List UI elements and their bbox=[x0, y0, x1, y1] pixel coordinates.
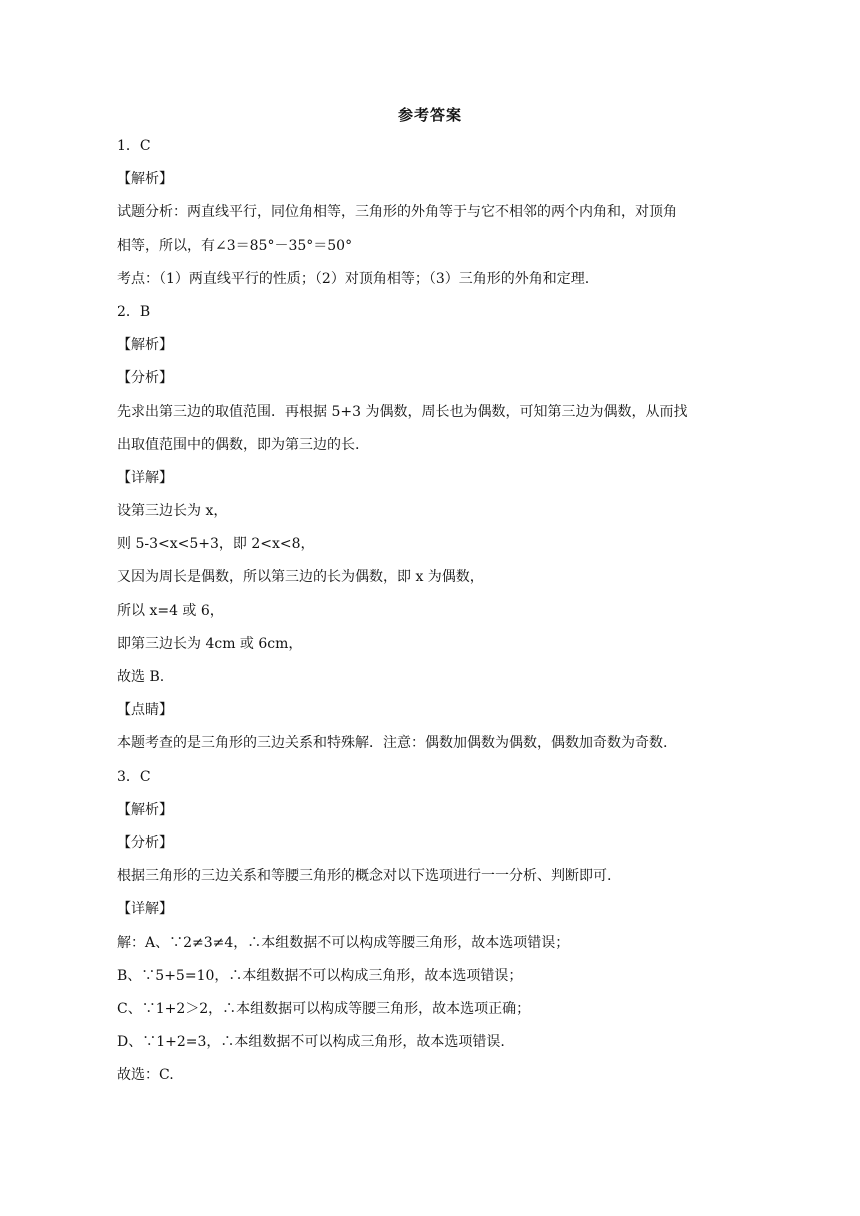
text-line: 根据三角形的三边关系和等腰三角形的概念对以下选项进行一一分析、判断即可. bbox=[117, 868, 612, 885]
answer-2-heading: 2．B bbox=[117, 303, 151, 320]
answer-content bbox=[117, 130, 747, 1092]
text-line: C、∵1+2＞2，∴本组数据可以构成等腰三角形，故本选项正确； bbox=[117, 1000, 531, 1017]
analysis-label: 【解析】 bbox=[117, 801, 173, 818]
text-line: 又因为周长是偶数，所以第三边的长为偶数，即 x 为偶数， bbox=[117, 569, 484, 586]
text-line: 先求出第三边的取值范围．再根据 5+3 为偶数，周长也为偶数，可知第三边为偶数，从而找 bbox=[117, 403, 688, 420]
text-line: 故选：C. bbox=[117, 1067, 174, 1084]
comment-label: 【点睛】 bbox=[117, 702, 173, 719]
text-line: 试题分析：两直线平行，同位角相等，三角形的外角等于与它不相邻的两个内角和，对顶角 bbox=[117, 204, 677, 221]
text-line: 本题考查的是三角形的三边关系和特殊解．注意：偶数加偶数为偶数，偶数加奇数为奇数. bbox=[117, 735, 668, 752]
text-line: 解：A、∵2≠3≠4，∴本组数据不可以构成等腰三角形，故本选项错误； bbox=[117, 934, 570, 951]
detail-label: 【详解】 bbox=[117, 901, 173, 918]
page-title: 参考答案 bbox=[397, 106, 462, 124]
text-line: 设第三边长为 x， bbox=[117, 503, 228, 520]
answer-3-heading: 3．C bbox=[117, 768, 151, 785]
text-line: 所以 x=4 或 6， bbox=[117, 602, 224, 619]
fenxi-label: 【分析】 bbox=[117, 834, 173, 851]
answer-1-heading: 1．C bbox=[117, 138, 151, 154]
text-line: 则 5-3<x<5+3，即 2<x<8， bbox=[117, 536, 315, 553]
text-line: 故选 B. bbox=[117, 669, 165, 685]
text-line: 即第三边长为 4cm 或 6cm， bbox=[117, 635, 303, 652]
text-line: B、∵5+5=10，∴本组数据不可以构成三角形，故本选项错误； bbox=[117, 967, 523, 984]
analysis-label: 【解析】 bbox=[117, 337, 173, 354]
text-line: 出取值范围中的偶数，即为第三边的长. bbox=[117, 436, 360, 453]
fenxi-label: 【分析】 bbox=[117, 370, 173, 387]
text-line: 相等，所以，有∠3＝85°－35°＝50° bbox=[117, 237, 353, 254]
analysis-label: 【解析】 bbox=[117, 171, 173, 188]
text-line: D、∵1+2=3，∴本组数据不可以构成三角形，故本选项错误. bbox=[117, 1034, 505, 1051]
text-line: 考点：（1）两直线平行的性质；（2）对顶角相等；（3）三角形的外角和定理. bbox=[117, 270, 590, 287]
detail-label: 【详解】 bbox=[117, 469, 173, 486]
